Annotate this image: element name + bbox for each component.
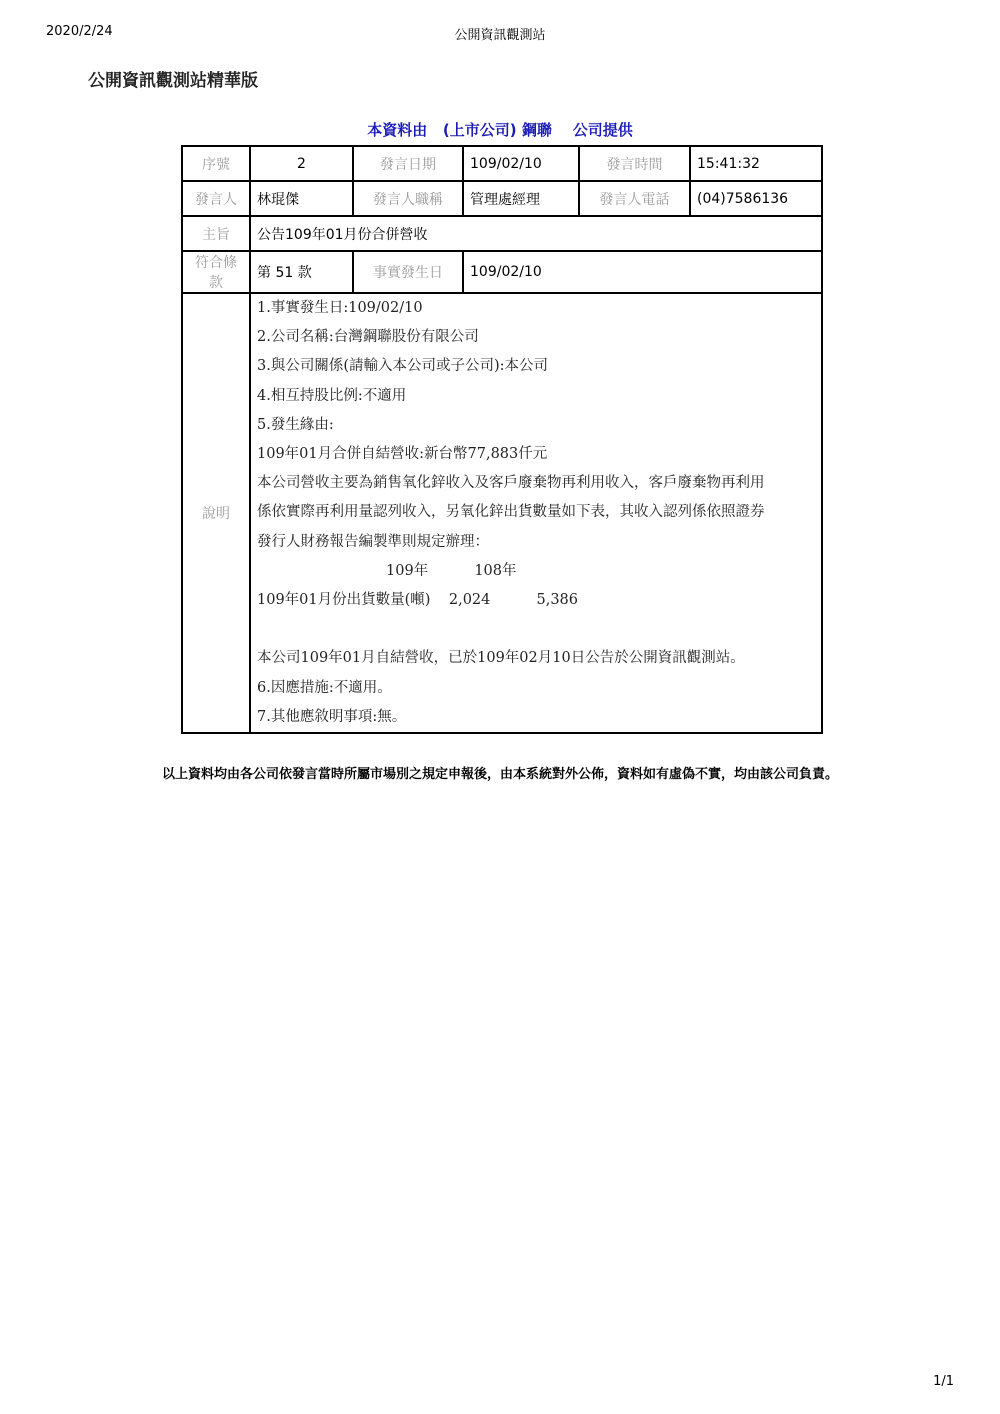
clause-label: 符合條款 [182, 251, 250, 293]
announce-date-value: 109/02/10 [463, 146, 579, 181]
description-label: 說明 [182, 293, 250, 733]
print-date: 2020/2/24 [46, 24, 113, 39]
page-number: 1/1 [933, 1374, 954, 1389]
subject-value: 公告109年01月份合併營收 [250, 216, 822, 251]
description-line [257, 615, 815, 644]
provider-market: (上市公司) [442, 121, 517, 139]
speaker-title-label: 發言人職稱 [353, 181, 463, 216]
table-row [182, 293, 822, 733]
seq-label: 序號 [182, 146, 250, 181]
announce-time-label: 發言時間 [579, 146, 690, 181]
announce-time-value: 15:41:32 [690, 146, 822, 181]
description-line: 6.因應措施:不適用。 [257, 679, 392, 696]
description-line: 本公司109年01月自結營收，已於109年02月10日公告於公開資訊觀測站。 [257, 650, 745, 667]
description-line: 4.相互持股比例:不適用 [257, 387, 407, 404]
site-title: 公開資訊觀測站精華版 [88, 71, 258, 91]
disclaimer-note: 以上資料均由各公司依發言當時所屬市場別之規定申報後，由本系統對外公佈，資料如有虛偽不實，均由該公司負責。 [161, 767, 838, 782]
speaker-label: 發言人 [182, 181, 250, 216]
speaker-value: 林琨傑 [250, 181, 353, 216]
description-line: 發行人財務報告編製準則規定辦理： [257, 533, 489, 550]
event-date-value: 109/02/10 [463, 251, 822, 293]
clause-value: 第 51 款 [250, 251, 353, 293]
event-date-label: 事實發生日 [353, 251, 463, 293]
announce-date-label: 發言日期 [353, 146, 463, 181]
table-row [182, 251, 822, 293]
description-line: 係依實際再利用量認列收入，另氧化鋅出貨數量如下表，其收入認列係依照證券 [257, 504, 765, 521]
description-line: 109年 108年 [257, 562, 517, 579]
speaker-title-value: 管理處經理 [463, 181, 579, 216]
speaker-phone-label: 發言人電話 [579, 181, 690, 216]
description-line: 本公司營收主要為銷售氧化鋅收入及客戶廢棄物再利用收入，客戶廢棄物再利用 [257, 475, 765, 492]
table-row [182, 146, 822, 181]
table-row [182, 216, 822, 251]
description-line: 3.與公司關係(請輸入本公司或子公司):本公司 [257, 358, 549, 375]
description-line: 5.發生緣由: [257, 416, 334, 433]
provider-line [0, 119, 1000, 140]
description-line: 1.事實發生日:109/02/10 [257, 300, 423, 316]
provider-prefix: 本資料由 [367, 121, 428, 139]
table-row [182, 181, 822, 216]
description-line: 2.公司名稱:台灣鋼聯股份有限公司 [257, 329, 479, 346]
speaker-phone-value: (04)7586136 [690, 181, 822, 216]
announcement-table [181, 145, 823, 734]
description-line: 7.其他應敘明事項:無。 [257, 708, 407, 725]
description-line: 109年01月合併自結營收:新台幣77,883仟元 [257, 446, 548, 463]
print-page-title: 公開資訊觀測站 [454, 28, 546, 43]
description-body [250, 293, 822, 733]
seq-value: 2 [250, 146, 353, 181]
description-line: 109年01月份出貨數量(噸) 2,024 5,386 [257, 592, 578, 609]
subject-label: 主旨 [182, 216, 250, 251]
provider-suffix: 公司提供 [572, 121, 633, 139]
provider-company: 鋼聯 [521, 121, 552, 139]
